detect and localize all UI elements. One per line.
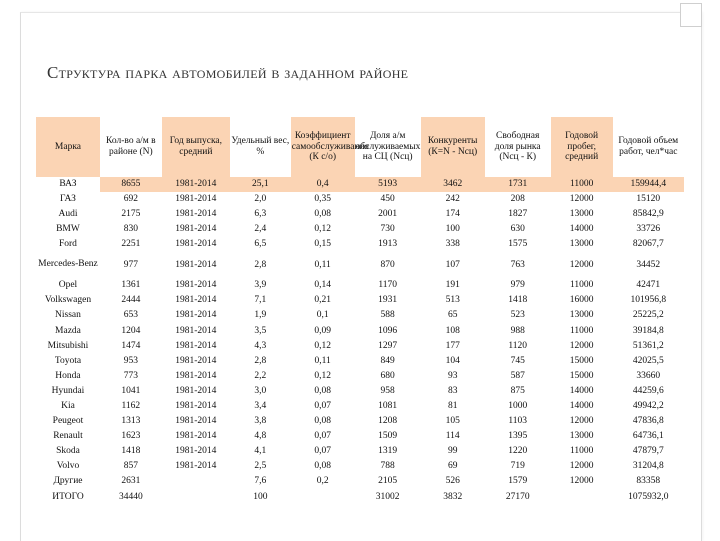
cell-work-volume: 42471 (636, 280, 661, 291)
cell-competitors: 526 (445, 476, 460, 487)
cell-self-service: 0,2 (316, 476, 329, 487)
table-row (36, 309, 684, 324)
cell-self-service: 0,12 (314, 340, 331, 351)
page-title: Структура парка автомобилей в заданном районе (47, 63, 409, 82)
cell-service-center: 680 (380, 370, 395, 381)
cell-self-service: 0,07 (314, 446, 331, 457)
cell-self-service (291, 490, 355, 505)
cell-work-volume: 1075932,0 (628, 491, 669, 502)
cell-work-volume: 85842,9 (632, 208, 664, 219)
cell-competitors: 338 (445, 239, 460, 250)
cell-brand: Audi (58, 208, 78, 219)
cell-free-share: 763 (510, 259, 525, 270)
cell-self-service: 0,08 (314, 416, 331, 427)
table-row (36, 222, 684, 237)
table-row (36, 429, 684, 444)
cell-service-center: 788 (380, 461, 395, 472)
cell-year: 1981-2014 (175, 224, 217, 235)
cell-year: 1981-2014 (175, 416, 217, 427)
cell-competitors: 105 (445, 416, 460, 427)
cell-service-center: 450 (380, 193, 395, 204)
cell-brand: Opel (58, 280, 78, 291)
cell-self-service: 0,1 (316, 310, 329, 321)
cell-self-service: 0,15 (314, 239, 331, 250)
cell-mileage (551, 490, 613, 505)
cell-competitors: 177 (445, 340, 460, 351)
cell-work-volume: 47836,8 (632, 416, 664, 427)
header-competitors: Конкуренты (К=N - Nсц) (421, 117, 485, 177)
header-mileage: Годовой пробег, средний (551, 117, 613, 177)
cell-mileage: 16000 (569, 295, 594, 306)
cell-count: 653 (123, 310, 138, 321)
cell-work-volume: 15120 (636, 193, 661, 204)
cell-count: 1313 (121, 416, 141, 427)
cell-year: 1981-2014 (175, 193, 217, 204)
cell-service-center: 958 (380, 385, 395, 396)
cell-competitors: 100 (445, 224, 460, 235)
cell-count: 692 (123, 193, 138, 204)
cell-share: 4,1 (254, 446, 267, 457)
cell-work-volume: 64736,1 (632, 431, 664, 442)
cell-share: 2,0 (254, 193, 267, 204)
cell-brand: Mazda (55, 325, 81, 336)
cell-work-volume: 42025,5 (632, 355, 664, 366)
cell-share: 3,0 (254, 385, 267, 396)
cell-free-share: 988 (510, 325, 525, 336)
cell-brand: Volkswagen (44, 295, 92, 306)
cell-free-share: 1575 (508, 239, 528, 250)
cell-count: 2631 (121, 476, 141, 487)
cell-brand: Mercedes-Benz (38, 259, 98, 270)
header-self-service: Коэффициент самообслуживания (К с/о) (291, 117, 355, 177)
cell-free-share: 523 (510, 310, 525, 321)
cell-service-center: 1208 (378, 416, 398, 427)
cell-brand: BMW (56, 224, 80, 235)
header-work-volume: Годовой объем работ, чел*час (618, 136, 679, 157)
cell-free-share: 1395 (508, 431, 528, 442)
cell-competitors: 108 (445, 325, 460, 336)
cell-mileage: 14000 (569, 385, 594, 396)
cell-brand: ВАЗ (59, 178, 77, 189)
cell-mileage: 13000 (569, 310, 594, 321)
table-row (36, 294, 684, 309)
cell-self-service: 0,09 (314, 325, 331, 336)
cell-free-share: 745 (510, 355, 525, 366)
cell-brand: Peugeot (52, 416, 84, 427)
cell-share: 100 (253, 491, 268, 502)
table-row (36, 339, 684, 354)
cell-work-volume: 51361,2 (632, 340, 664, 351)
cell-count: 1041 (121, 385, 141, 396)
cell-competitors: 513 (445, 295, 460, 306)
cell-mileage: 13000 (569, 208, 594, 219)
cell-share: 4,8 (254, 431, 267, 442)
cell-share: 7,6 (254, 476, 267, 487)
cell-share: 2,2 (254, 370, 267, 381)
cell-count: 953 (123, 355, 138, 366)
cell-year: 1981-2014 (175, 325, 217, 336)
table-row (36, 475, 684, 490)
table-row (36, 207, 684, 222)
cell-self-service: 0,11 (314, 259, 331, 270)
cell-count: 977 (123, 259, 138, 270)
cell-free-share: 587 (510, 370, 525, 381)
cell-brand: Nissan (55, 310, 81, 321)
cell-free-share: 1418 (508, 295, 528, 306)
table-row (36, 252, 684, 278)
cell-year: 1981-2014 (175, 355, 217, 366)
table-row (36, 324, 684, 339)
cell-self-service: 0,35 (314, 193, 331, 204)
cell-year: 1981-2014 (175, 208, 217, 219)
cell-service-center: 5193 (355, 177, 421, 192)
cell-count: 1361 (121, 280, 141, 291)
cell-mileage: 14000 (569, 401, 594, 412)
table-row (36, 460, 684, 475)
cell-share: 3,8 (254, 416, 267, 427)
cell-free-share: 27170 (505, 491, 530, 502)
cell-mileage: 11000 (569, 325, 594, 336)
cell-competitors: 99 (447, 446, 458, 457)
cell-service-center: 1096 (378, 325, 398, 336)
cell-free-share: 1731 (485, 177, 551, 192)
header-year: Год выпуска, средний (162, 117, 230, 177)
cell-count: 1418 (121, 446, 141, 457)
cell-service-center: 1319 (378, 446, 398, 457)
cell-service-center: 1170 (378, 280, 397, 291)
cell-mileage: 12000 (569, 259, 594, 270)
cell-mileage: 13000 (569, 431, 594, 442)
cell-count: 830 (123, 224, 138, 235)
cell-self-service: 0,14 (314, 280, 331, 291)
cell-mileage: 12000 (569, 476, 594, 487)
table-row (36, 177, 684, 192)
cell-year (162, 475, 230, 490)
cell-year (162, 490, 230, 505)
cell-service-center: 1913 (378, 239, 398, 250)
table-row (36, 354, 684, 369)
cell-year: 1981-2014 (175, 431, 217, 442)
cell-year: 1981-2014 (175, 385, 217, 396)
cell-share: 6,3 (254, 208, 267, 219)
cell-free-share: 875 (510, 385, 525, 396)
table-row (36, 237, 684, 252)
cell-mileage: 14000 (569, 224, 594, 235)
cell-competitors: 114 (445, 431, 460, 442)
cell-competitors: 107 (445, 259, 460, 270)
cell-share: 2,8 (254, 259, 267, 270)
cell-competitors: 242 (445, 193, 460, 204)
cell-share: 2,4 (254, 224, 267, 235)
cell-count: 2444 (121, 295, 141, 306)
header-share: Удельный вес, % (231, 136, 290, 157)
cell-share: 3,4 (254, 401, 267, 412)
cell-self-service: 0,08 (314, 208, 331, 219)
cell-year: 1981-2014 (162, 177, 230, 192)
cell-self-service: 0,12 (314, 224, 331, 235)
cell-work-volume: 44259,6 (632, 385, 664, 396)
cell-self-service: 0,12 (314, 370, 331, 381)
cell-year: 1981-2014 (175, 340, 217, 351)
cell-year: 1981-2014 (175, 295, 217, 306)
cell-competitors: 83 (447, 385, 458, 396)
cell-work-volume: 39184,8 (632, 325, 664, 336)
cell-service-center: 2105 (378, 476, 398, 487)
cell-share: 4,3 (254, 340, 267, 351)
cell-work-volume: 34452 (636, 259, 661, 270)
cell-self-service: 0,11 (314, 355, 331, 366)
cell-self-service: 0,07 (314, 431, 331, 442)
cell-brand: Volvo (56, 461, 80, 472)
cell-count: 8655 (100, 177, 162, 192)
cell-count: 1204 (121, 325, 141, 336)
cell-competitors: 81 (447, 401, 458, 412)
cell-work-volume: 25225,2 (632, 310, 664, 321)
cell-mileage: 13000 (569, 239, 594, 250)
cell-brand: ГАЗ (60, 193, 76, 204)
cell-brand: Mitsubishi (47, 340, 89, 351)
fleet-structure-table (36, 117, 684, 505)
table-header-row (36, 117, 684, 177)
cell-count: 1623 (121, 431, 141, 442)
cell-work-volume: 82067,7 (632, 239, 664, 250)
cell-share: 3,5 (254, 325, 267, 336)
cell-work-volume: 33726 (636, 224, 661, 235)
table-body (36, 177, 684, 505)
cell-service-center: 1297 (378, 340, 398, 351)
cell-year: 1981-2014 (175, 239, 217, 250)
cell-free-share: 1103 (508, 416, 528, 427)
cell-share: 25,1 (230, 177, 291, 192)
cell-competitors: 174 (445, 208, 460, 219)
cell-mileage: 12000 (569, 193, 594, 204)
cell-work-volume: 83358 (636, 476, 661, 487)
cell-brand: ИТОГО (52, 491, 84, 502)
cell-count: 857 (123, 461, 138, 472)
cell-service-center: 31002 (375, 491, 400, 502)
cell-brand: Другие (53, 476, 83, 487)
cell-service-center: 730 (380, 224, 395, 235)
cell-free-share: 630 (510, 224, 525, 235)
cell-self-service: 0,21 (314, 295, 331, 306)
table-row (36, 384, 684, 399)
cell-competitors: 191 (445, 280, 460, 291)
cell-service-center: 849 (380, 355, 395, 366)
cell-year: 1981-2014 (175, 259, 217, 270)
cell-brand: Kia (61, 401, 75, 412)
cell-mileage: 12000 (569, 340, 594, 351)
cell-work-volume: 33660 (636, 370, 661, 381)
header-brand: Марка (36, 117, 100, 177)
cell-mileage: 12000 (569, 461, 594, 472)
cell-service-center: 588 (380, 310, 395, 321)
cell-mileage: 11000 (551, 177, 613, 192)
cell-brand: Ford (58, 239, 77, 250)
cell-service-center: 870 (380, 259, 395, 270)
header-count: Кол-во а/м в районе (N) (106, 136, 156, 157)
slide-corner-decoration (680, 3, 702, 27)
fleet-structure-table-container (36, 117, 684, 505)
cell-competitors: 3832 (443, 491, 463, 502)
cell-free-share: 1000 (508, 401, 528, 412)
cell-brand: Honda (55, 370, 81, 381)
cell-mileage: 15000 (569, 355, 594, 366)
cell-free-share: 1579 (508, 476, 528, 487)
cell-service-center: 1081 (378, 401, 398, 412)
cell-brand: Renault (53, 431, 83, 442)
cell-self-service: 0,4 (291, 177, 355, 192)
cell-competitors: 104 (445, 355, 460, 366)
cell-year: 1981-2014 (175, 401, 217, 412)
cell-work-volume: 31204,8 (632, 461, 664, 472)
cell-free-share: 1120 (508, 340, 528, 351)
table-row (36, 369, 684, 384)
cell-brand: Toyota (54, 355, 82, 366)
cell-year: 1981-2014 (175, 310, 217, 321)
cell-competitors: 65 (447, 310, 458, 321)
cell-mileage: 11000 (569, 280, 594, 291)
cell-free-share: 1827 (508, 208, 528, 219)
cell-free-share: 208 (510, 193, 525, 204)
cell-work-volume: 47879,7 (632, 446, 664, 457)
cell-count: 1162 (121, 401, 141, 412)
cell-free-share: 719 (510, 461, 525, 472)
cell-free-share: 1220 (508, 446, 528, 457)
table-row (36, 445, 684, 460)
cell-self-service: 0,08 (314, 461, 331, 472)
cell-year: 1981-2014 (175, 446, 217, 457)
cell-work-volume: 101956,8 (630, 295, 667, 306)
cell-count: 2175 (121, 208, 141, 219)
cell-share: 6,5 (254, 239, 267, 250)
cell-share: 3,9 (254, 280, 267, 291)
cell-mileage: 12000 (569, 416, 594, 427)
cell-year: 1981-2014 (175, 461, 217, 472)
table-row (36, 192, 684, 207)
cell-self-service: 0,08 (314, 385, 331, 396)
cell-year: 1981-2014 (175, 370, 217, 381)
header-service-center: Доля а/м обслуживаемых на СЦ (Nсц) (355, 130, 421, 163)
cell-competitors: 69 (447, 461, 458, 472)
cell-work-volume: 49942,2 (632, 401, 664, 412)
header-free-share: Свободная доля рынка (Nсц - К) (494, 130, 541, 163)
cell-count: 34440 (118, 491, 143, 502)
cell-service-center: 1509 (378, 431, 398, 442)
cell-count: 1474 (121, 340, 141, 351)
cell-competitors: 93 (447, 370, 458, 381)
table-row (36, 399, 684, 414)
cell-self-service: 0,07 (314, 401, 331, 412)
table-row (36, 414, 684, 429)
cell-year: 1981-2014 (175, 280, 217, 291)
cell-share: 2,5 (254, 461, 267, 472)
cell-mileage: 15000 (569, 370, 594, 381)
cell-count: 773 (123, 370, 138, 381)
cell-count: 2251 (121, 239, 141, 250)
cell-competitors: 3462 (421, 177, 485, 192)
cell-free-share: 979 (510, 280, 525, 291)
cell-share: 1,9 (254, 310, 267, 321)
cell-work-volume: 159944,4 (613, 177, 684, 192)
cell-brand: Skoda (56, 446, 80, 457)
cell-share: 2,8 (254, 355, 267, 366)
table-row (36, 278, 684, 293)
cell-service-center: 1931 (378, 295, 398, 306)
cell-mileage: 11000 (569, 446, 594, 457)
cell-service-center: 2001 (378, 208, 398, 219)
cell-brand: Hyundai (51, 385, 85, 396)
cell-share: 7,1 (254, 295, 267, 306)
table-row (36, 490, 684, 505)
